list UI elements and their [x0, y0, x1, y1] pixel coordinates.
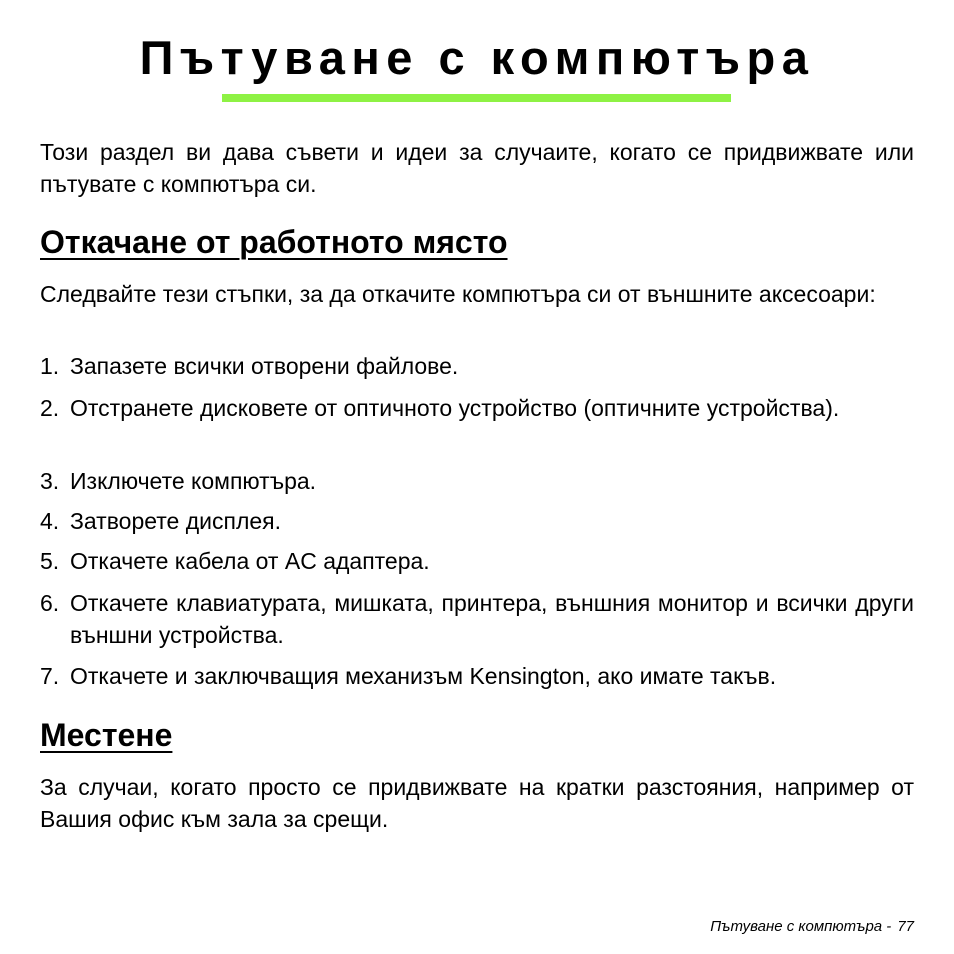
step-number: 7.: [40, 663, 60, 689]
page-number: 77: [897, 918, 914, 935]
step-text: Отстранете дисковете от оптичното устройство (оптичните устройства).: [70, 395, 840, 421]
step-item: [40, 465, 914, 497]
step-text: Запазете всички отворени файлове.: [70, 353, 459, 379]
step-item: [40, 545, 914, 577]
moving-paragraph: За случаи, когато просто се придвижвате на кратки разстояния, например от Вашия офис към зала за срещи.: [40, 774, 914, 832]
section-heading-undocking: Откачане от работното място: [40, 224, 508, 260]
step-number: 6.: [40, 590, 60, 616]
step-text: Изключете компютъра.: [70, 468, 317, 494]
section-heading-moving: Местене: [40, 717, 173, 753]
title-underline-bar: [222, 94, 731, 102]
page-title: Пътуване с компютъра: [139, 31, 815, 84]
undocking-intro: Следвайте тези стъпки, за да откачите компютъра си от външните аксесоари:: [40, 281, 876, 307]
intro-paragraph: Този раздел ви дава съвети и идеи за случаите, когато се придвижвате или пътувате с компютъра си.: [40, 139, 914, 197]
step-item: [40, 587, 914, 651]
step-text: Откачете клавиатурата, мишката, принтера, външния монитор и всички други външни устройства.: [70, 590, 914, 648]
step-text: Откачете и заключващия механизъм Kensington, ако имате такъв.: [70, 663, 777, 689]
step-item: [40, 660, 914, 692]
step-number: 4.: [40, 508, 60, 534]
step-item: [40, 392, 914, 424]
step-text: Откачете кабела от AC адаптера.: [70, 548, 430, 574]
step-text: Затворете дисплея.: [70, 508, 282, 534]
step-number: 5.: [40, 548, 60, 574]
step-item: [40, 350, 914, 382]
footer-label: Пътуване с компютъра -: [710, 918, 892, 935]
step-number: 2.: [40, 395, 60, 421]
step-number: 3.: [40, 468, 60, 494]
step-number: 1.: [40, 353, 60, 379]
page-footer: [710, 917, 914, 937]
step-item: [40, 505, 914, 537]
